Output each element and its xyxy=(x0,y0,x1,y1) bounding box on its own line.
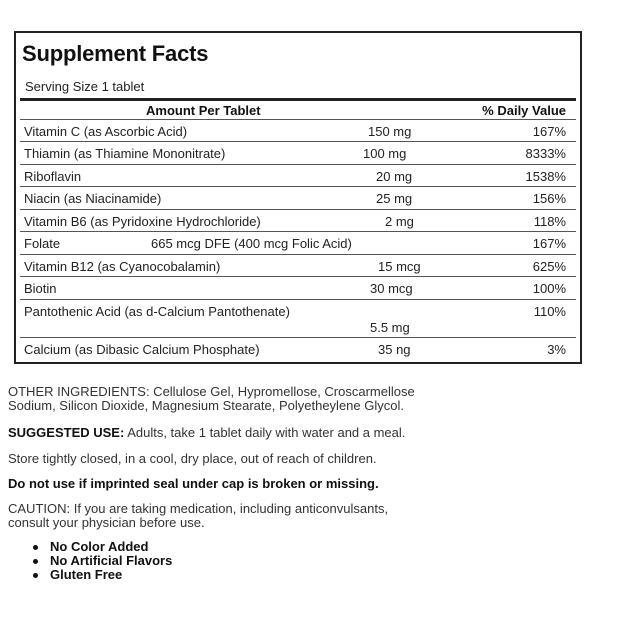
other-ingredients xyxy=(8,385,610,413)
caution-line: consult your physician before use. xyxy=(8,515,205,530)
nutrient-name: Vitamin C (as Ascorbic Acid) xyxy=(24,124,188,139)
caution-line: CAUTION: If you are taking medication, including anticonvulsants, xyxy=(8,501,389,516)
claim-item xyxy=(30,568,172,582)
nutrient-name: Vitamin B12 (as Cyanocobalamin) xyxy=(24,259,221,274)
nutrient-row xyxy=(20,232,576,255)
nutrient-row xyxy=(20,165,576,187)
nutrient-amount: 15 mcg xyxy=(378,259,421,274)
seal-warning: Do not use if imprinted seal under cap is broken or missing. xyxy=(8,476,379,491)
other-ingredients-line: OTHER INGREDIENTS: Cellulose Gel, Hypromellose, Croscarmellose xyxy=(8,384,415,399)
nutrient-daily-value: 1538% xyxy=(525,169,566,184)
bullet-icon xyxy=(33,559,38,564)
nutrient-daily-value: 118% xyxy=(533,214,566,229)
nutrient-name: Riboflavin xyxy=(24,169,82,184)
nutrient-amount: 30 mcg xyxy=(370,281,413,296)
nutrient-row xyxy=(20,338,576,362)
claim-item xyxy=(30,540,172,554)
nutrient-amount: 150 mg xyxy=(368,124,412,139)
product-claims-list xyxy=(30,540,172,582)
serving-size: Serving Size 1 tablet xyxy=(25,79,145,94)
nutrient-name: Folate xyxy=(24,236,61,251)
nutrient-name: Niacin (as Niacinamide) xyxy=(24,191,162,206)
nutrient-name: Thiamin (as Thiamine Mononitrate) xyxy=(24,146,226,161)
nutrient-name: Vitamin B6 (as Pyridoxine Hydrochloride) xyxy=(24,214,261,229)
panel-title: Supplement Facts xyxy=(22,41,209,66)
suggested-use-text: Adults, take 1 tablet daily with water and a meal. xyxy=(124,425,406,440)
nutrient-row xyxy=(20,210,576,232)
claim-text: Gluten Free xyxy=(50,567,123,582)
nutrient-amount: 665 mcg DFE (400 mcg Folic Acid) xyxy=(151,236,352,251)
nutrient-name: Biotin xyxy=(24,281,57,296)
claim-text: No Color Added xyxy=(50,539,149,554)
nutrient-daily-value: 156% xyxy=(532,191,566,206)
other-ingredients-line: Sodium, Silicon Dioxide, Magnesium Stearate, Polyetheylene Glycol. xyxy=(8,398,404,413)
claim-item xyxy=(30,554,172,568)
nutrient-daily-value: 8333% xyxy=(525,146,566,161)
nutrient-amount: 20 mg xyxy=(376,169,413,184)
claim-text: No Artificial Flavors xyxy=(50,553,173,568)
nutrient-daily-value: 110% xyxy=(533,304,566,319)
nutrient-row xyxy=(20,277,576,300)
suggested-use xyxy=(8,426,610,440)
supplement-facts-panel xyxy=(14,31,582,364)
caution-statement xyxy=(8,502,610,530)
nutrient-daily-value: 625% xyxy=(532,259,566,274)
nutrient-amount: 100 mg xyxy=(363,146,407,161)
nutrient-amount: 2 mg xyxy=(385,214,414,229)
nutrient-daily-value: 167% xyxy=(532,236,566,251)
nutrient-amount: 5.5 mg xyxy=(370,320,410,335)
nutrient-row xyxy=(20,255,576,277)
nutrient-daily-value: 3% xyxy=(547,342,566,357)
nutrient-amount: 25 mg xyxy=(376,191,413,206)
header-rule xyxy=(20,98,576,101)
bullet-icon xyxy=(33,573,38,578)
nutrient-amount: 35 ng xyxy=(378,342,411,357)
nutrient-daily-value: 100% xyxy=(532,281,566,296)
nutrient-row xyxy=(20,142,576,165)
nutrient-row xyxy=(20,120,576,142)
nutrient-row xyxy=(20,187,576,210)
bullet-icon xyxy=(33,545,38,550)
amount-header: Amount Per Tablet xyxy=(146,103,261,118)
nutrient-name: Calcium (as Dibasic Calcium Phosphate) xyxy=(24,342,260,357)
nutrient-daily-value: 167% xyxy=(532,124,566,139)
storage-instructions: Store tightly closed, in a cool, dry place, out of reach of children. xyxy=(8,451,377,466)
nutrient-row xyxy=(20,300,576,338)
nutrient-name: Pantothenic Acid (as d-Calcium Pantothenate) xyxy=(24,304,290,319)
daily-value-header: % Daily Value xyxy=(482,103,566,118)
suggested-use-label: SUGGESTED USE: xyxy=(8,425,125,440)
